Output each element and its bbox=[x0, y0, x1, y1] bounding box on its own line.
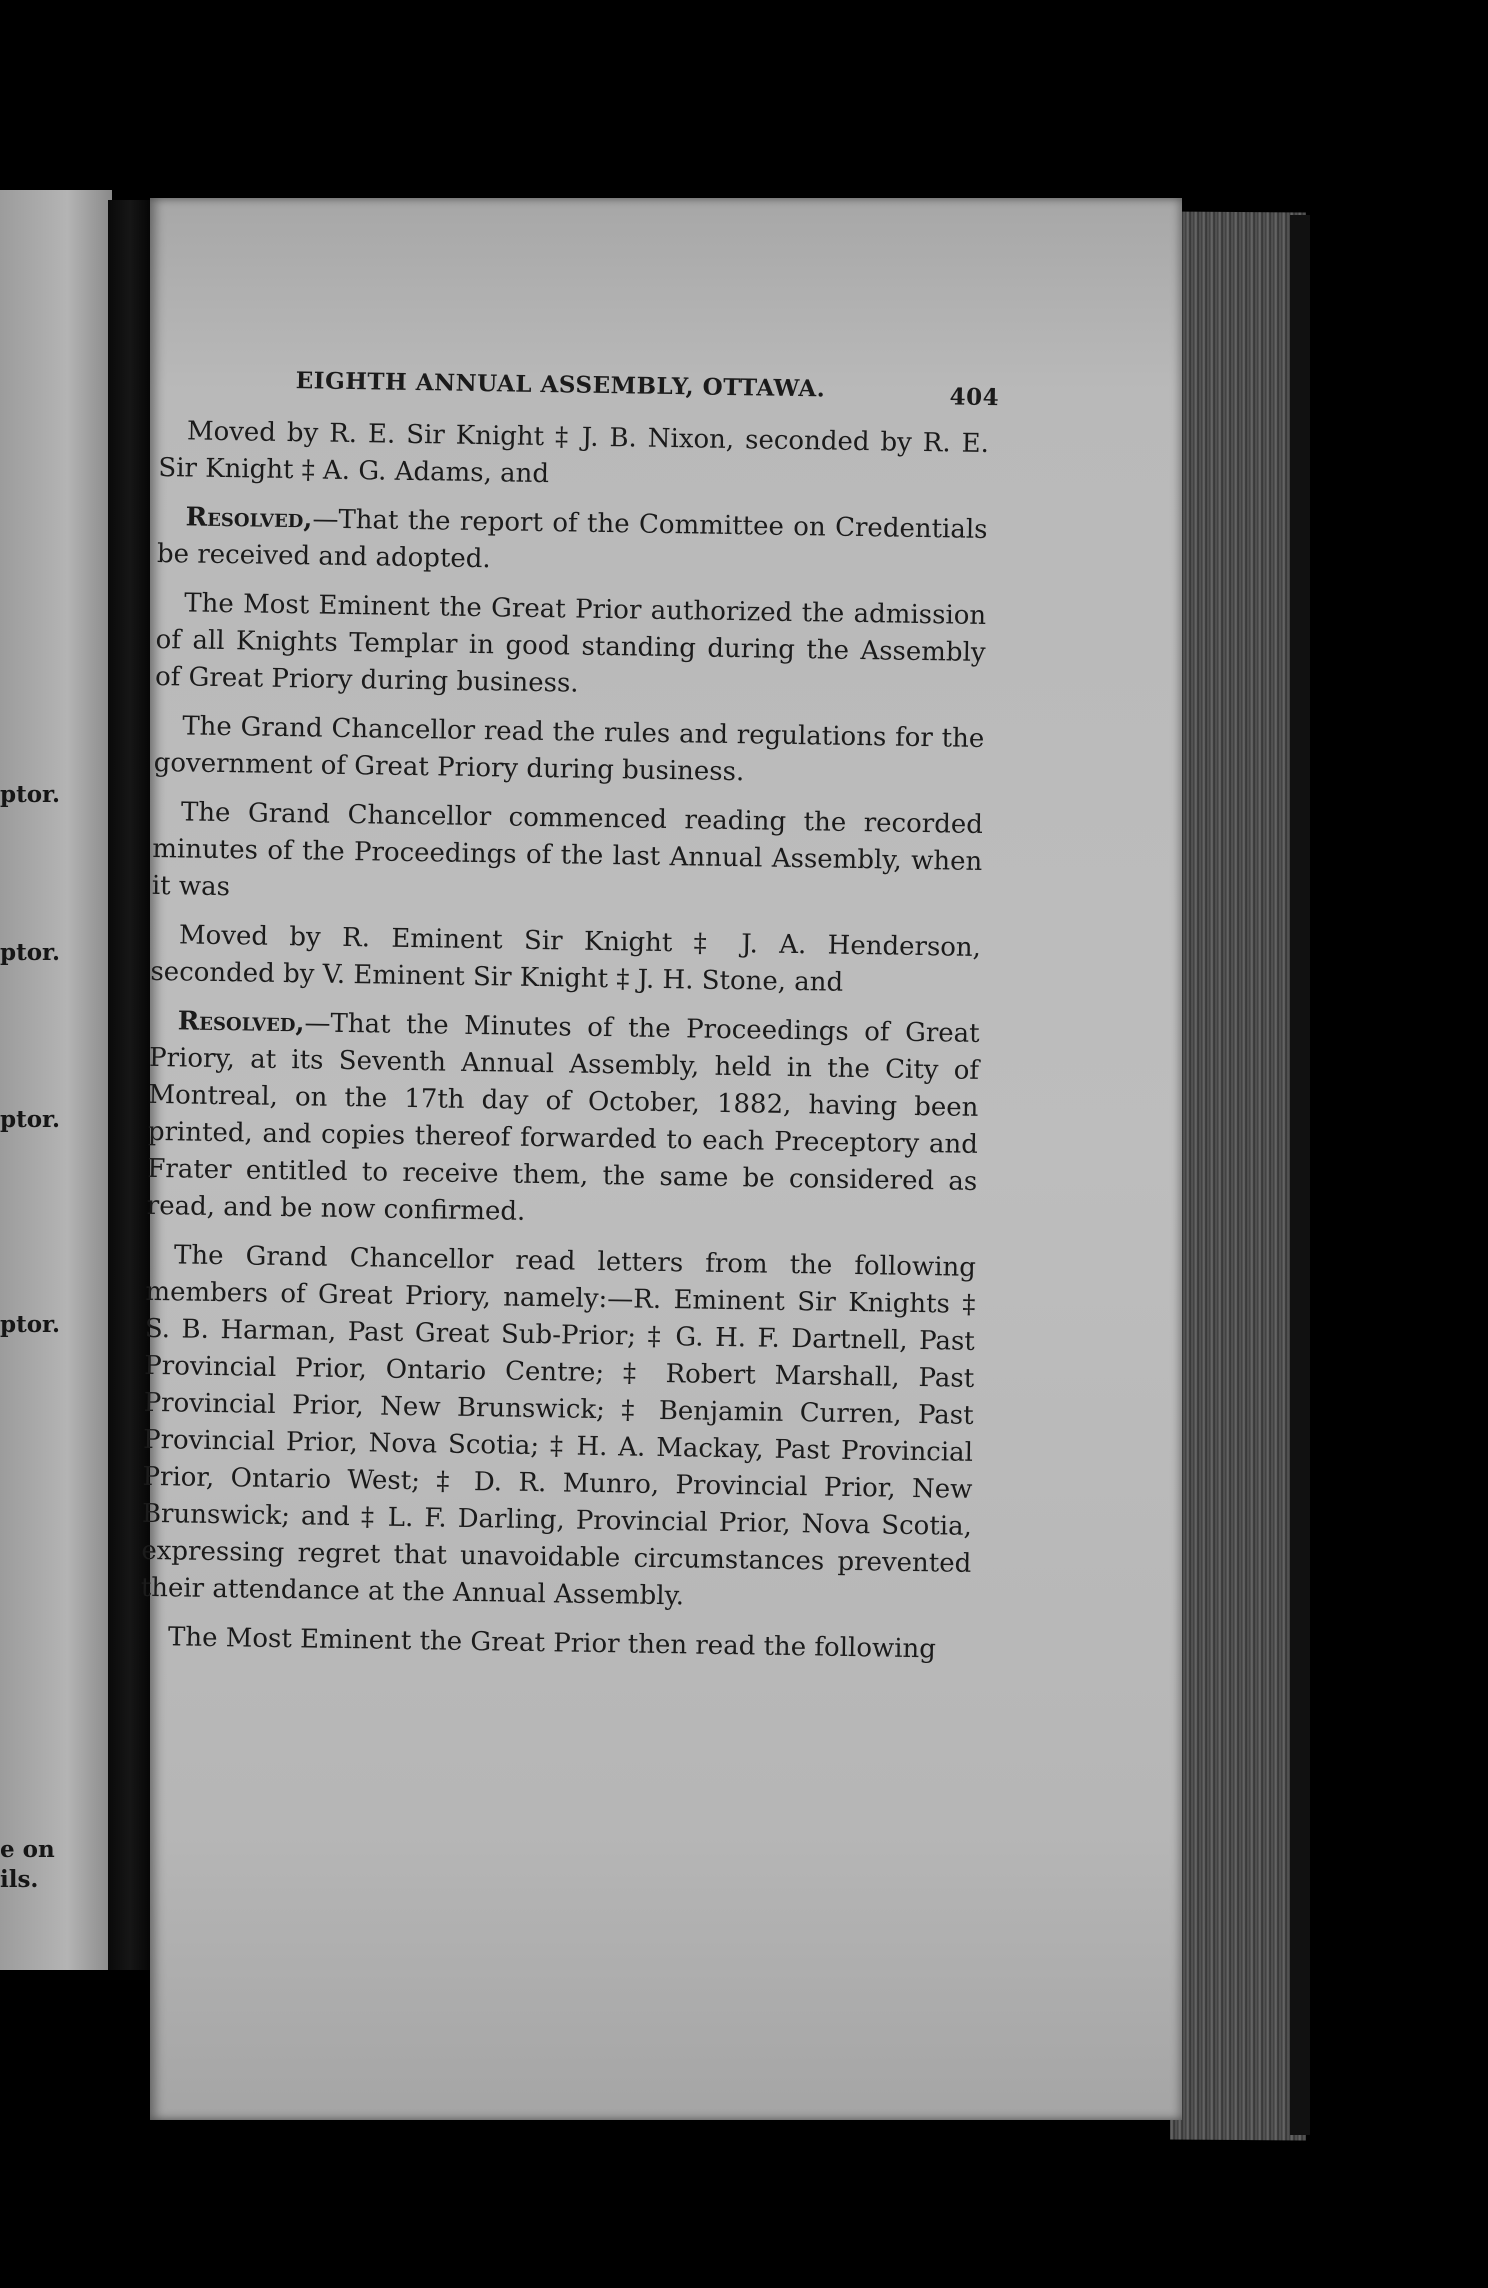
page-edges-shadow bbox=[1290, 215, 1310, 2135]
left-page-fragment: e on bbox=[0, 1836, 55, 1863]
left-page-fragment: ptor. bbox=[0, 1311, 61, 1338]
left-page-fragment: ptor. bbox=[0, 1106, 61, 1133]
paragraph-resolution-2 bbox=[146, 1003, 979, 1238]
book-gutter bbox=[108, 200, 152, 1970]
left-page-fragment: ptor. bbox=[0, 781, 61, 808]
page-number: 404 bbox=[949, 383, 1000, 412]
page-edges bbox=[1170, 212, 1306, 2141]
paragraph-minutes-reading: The Grand Chancellor commenced reading the recorded minutes of the Proceedings of the last Annual Assembly, when it was bbox=[151, 797, 984, 903]
resolved-lead: Resolved, bbox=[185, 502, 313, 535]
resolution-text: —That the report of the Committee on Credentials be received and adopted. bbox=[156, 504, 988, 575]
resolution-text: —That the Minutes of the Proceedings of Great Priory, at its Seventh Annual Assembly, held in the City of Montreal, on the 17th day of October, 1882, having been printed, and copies thereof forwarded to each Preceptory and Frater entitled to receive them, the same be considered as read, and be now confirmed. bbox=[146, 1008, 980, 1227]
left-page-fragment: ptor. bbox=[0, 939, 61, 966]
paragraph-letters: The Grand Chancellor read letters from the following members of Great Priory, namely:—R. Eminent Sir Knights ‡ S. B. Harman, Past Great Sub-Prior; ‡ G. H. F. Dartnell, Past Provincial Prior, Ontario Centre; ‡ Robert Marshall, Past Provincial Prior, New Brunswick; ‡ Benjamin Curren, Past Provincial Prior, Nova Scotia; ‡ H. A. Mackay, Past Provincial Prior, Ontario West; ‡ D. R. Munro, Provincial Prior, New Brunswick; and ‡ L. F. Darling, Provincial Prior, Nova Scotia, expressing regret that unavoidable circumstances prevented their attendance at the Annual Assembly. bbox=[140, 1240, 977, 1612]
adjacent-left-page bbox=[0, 190, 112, 1970]
paragraph-motion-1: Moved by R. E. Sir Knight ‡ J. B. Nixon, seconded by R. E. Sir Knight ‡ A. G. Adams, and bbox=[158, 416, 990, 490]
page-text bbox=[140, 365, 1000, 1681]
left-page-fragment: ils. bbox=[0, 1866, 39, 1893]
resolved-lead: Resolved, bbox=[177, 1006, 305, 1039]
paragraph-resolution-1 bbox=[157, 499, 988, 586]
paragraph-motion-2: Moved by R. Eminent Sir Knight ‡ J. A. Henderson, seconded by V. Eminent Sir Knight ‡ J. H. Stone, and bbox=[150, 920, 982, 998]
paragraph-closing: The Most Eminent the Great Prior then read the following bbox=[167, 1622, 937, 1665]
paragraph-rules: The Grand Chancellor read the rules and regulations for the government of Great Priory during business. bbox=[153, 711, 985, 788]
paragraph-admission: The Most Eminent the Great Prior authorized the admission of all Knights Templar in good standing during the Assembly of Great Priory during business. bbox=[154, 588, 987, 699]
page-header-title: EIGHTH ANNUAL ASSEMBLY, OTTAWA. bbox=[295, 367, 826, 403]
